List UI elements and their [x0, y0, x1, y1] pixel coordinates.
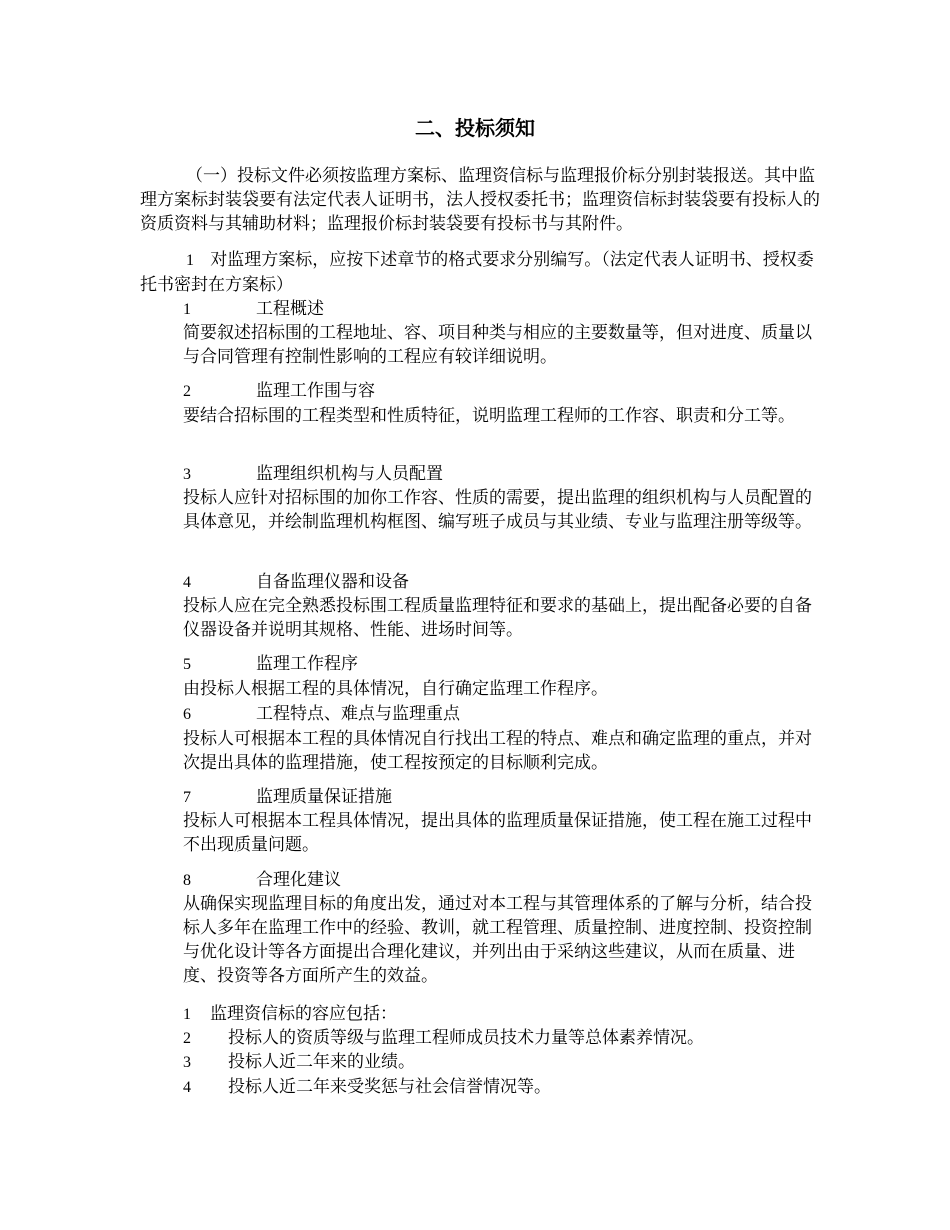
section-heading-7: [183, 786, 392, 809]
credit-item-text: 投标人近二年来的业绩。: [228, 1052, 415, 1072]
section-heading-1: [183, 298, 324, 321]
section-heading-6: [183, 703, 460, 726]
section-number: 1: [183, 301, 191, 318]
section-heading-2: [183, 380, 375, 403]
section-heading-5: [183, 653, 358, 676]
credit-item-text: 投标人近二年来受奖惩与社会信誉情况等。: [228, 1077, 551, 1097]
section-number: 2: [183, 383, 191, 400]
section-body-5: 由投标人根据工程的具体情况，自行确定监理工作程序。: [183, 679, 608, 699]
credit-item-number: 4: [183, 1079, 191, 1096]
section-heading-4: [183, 571, 409, 594]
section-body-1: 简要叙述招标围的工程地址、容、项目种类与相应的主要数量等，但对进度、质量以与合同管理有控制性影响的工程应有较详细说明。: [183, 323, 812, 367]
scheme-intro-number: 1: [186, 252, 194, 269]
section-number: 3: [183, 466, 191, 483]
section-number: 4: [183, 574, 191, 591]
section-title: 合理化建议: [256, 870, 341, 890]
section-body-8: 从确保实现监理目标的角度出发，通过对本工程与其管理体系的了解与分析，结合投标人多年在监理工作中的经验、教训，就工程管理、质量控制、进度控制、投资控制与优化设计等各方面提出合理化建议，并列出由于采纳这些建议，从而在质量、进度、投资等各方面所产生的效益。: [183, 894, 812, 986]
credit-lead-number: 1: [183, 1006, 191, 1023]
section-body-2: 要结合招标围的工程类型和性质特征，说明监理工程师的工作容、职责和分工等。: [183, 406, 795, 426]
section-title: 监理工作围与容: [256, 381, 375, 401]
section-heading-8: [183, 869, 341, 892]
section-title: 监理组织机构与人员配置: [256, 464, 443, 484]
credit-item-number: 2: [183, 1030, 191, 1047]
section-heading-3: [183, 463, 443, 486]
section-body-6: 投标人可根据本工程的具体情况自行找出工程的特点、难点和确定监理的重点，并对次提出具体的监理措施，使工程按预定的目标顺利完成。: [183, 729, 812, 773]
scheme-intro-text: 对监理方案标，应按下述章节的格式要求分别编写。（法定代表人证明书、授权委托书密封在方案标）: [140, 250, 814, 295]
credit-item: [183, 1051, 415, 1074]
credit-lead: [183, 1003, 397, 1026]
section-title: 工程概述: [256, 299, 324, 319]
section-body-7: 投标人可根据本工程具体情况，提出具体的监理质量保证措施，使工程在施工过程中不出现质量问题。: [183, 811, 812, 855]
credit-item: [183, 1076, 551, 1099]
page-title: 二、投标须知: [415, 116, 535, 140]
credit-item: [183, 1027, 704, 1050]
section-title: 自备监理仪器和设备: [256, 572, 409, 592]
credit-item-text: 投标人的资质等级与监理工程师成员技术力量等总体素养情况。: [228, 1028, 704, 1048]
section-number: 5: [183, 656, 191, 673]
intro-paragraph: （一）投标文件必须按监理方案标、监理资信标与监理报价标分别封装报送。其中监理方案标封装袋要有法定代表人证明书，法人授权委托书；监理资信标封装袋要有投标人的资质资料与其辅助材料；监理报价标封装袋要有投标书与其附件。: [140, 166, 820, 234]
section-number: 6: [183, 706, 191, 723]
section-title: 监理质量保证措施: [256, 787, 392, 807]
credit-item-number: 3: [183, 1054, 191, 1071]
section-number: 7: [183, 789, 191, 806]
section-body-3: 投标人应针对招标围的加你工作容、性质的需要，提出监理的组织机构与人员配置的具体意见，并绘制监理机构框图、编写班子成员与其业绩、专业与监理注册等级等。: [183, 488, 812, 532]
credit-lead-text: 监理资信标的容应包括：: [210, 1004, 397, 1024]
section-title: 工程特点、难点与监理重点: [256, 704, 460, 724]
section-title: 监理工作程序: [256, 654, 358, 674]
section-number: 8: [183, 872, 191, 889]
scheme-intro-paragraph: [140, 248, 830, 297]
section-body-4: 投标人应在完全熟悉投标围工程质量监理特征和要求的基础上，提出配备必要的自备仪器设备并说明其规格、性能、进场时间等。: [183, 596, 812, 640]
